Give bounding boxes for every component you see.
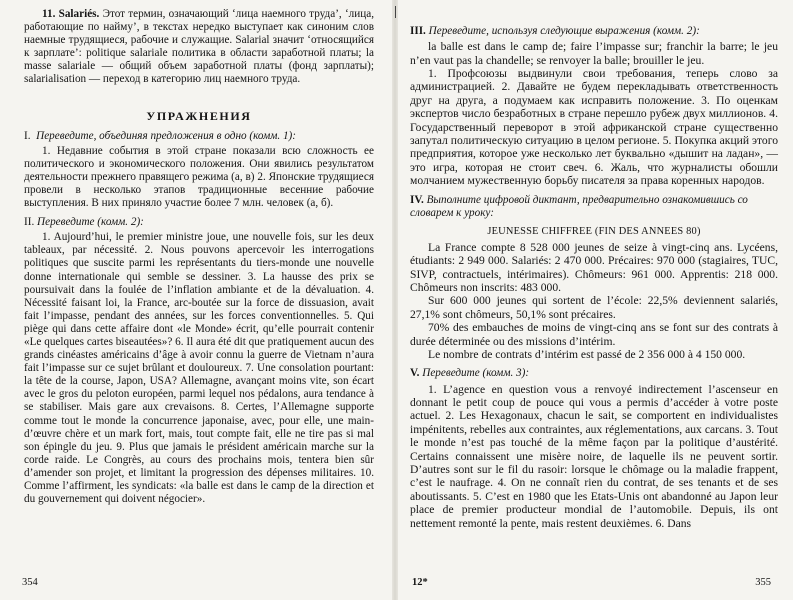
exercise-2-heading xyxy=(24,216,374,229)
dictation-paragraph-1: La France compte 8 528 000 jeunes de seize à vingt-cinq ans. Lycéens, étudiants: 2 949 000. Salariés: 2 470 000. Précaires: 970 000 (stagiaires, TUC, SIVP, contractuels, intérimaires). Chômeurs: 961 000. Apprentis: 218 000. Chômeurs non inscrits: 483 000. xyxy=(410,240,778,294)
page-number-right: 355 xyxy=(755,577,771,588)
dictation-paragraph-4: Le nombre de contrats d’intérim est passé de 2 356 000 à 4 150 000. xyxy=(428,348,746,361)
dictation-paragraph-2: Sur 600 000 jeunes qui sortent de l’école: 22,5% deviennent salariés, 27,1% sont chômeurs, 50,1% sont précaires. xyxy=(410,294,778,321)
dictation-title: JEUNESSE CHIFFREE (FIN DES ANNEES 80) xyxy=(487,225,701,237)
exercise-4-title: Выполните цифровой диктант, предварительно ознакомившись со словарем к уроку: xyxy=(410,193,748,219)
exercise-2-title: Переведите (комм. 2): xyxy=(37,216,144,229)
exercise-3-number: III. xyxy=(410,25,426,37)
exercise-3-title: Переведите, используя следующие выражения (комм. 2): xyxy=(428,25,700,37)
exercise-5-heading xyxy=(410,367,778,380)
left-page xyxy=(0,0,392,600)
exercises-title: УПРАЖНЕНИЯ xyxy=(146,108,252,123)
exercise-3-expressions: la balle est dans le camp de; faire l’impasse sur; franchir la barre; le jeu n’en vaut pas la chandelle; se renvoyer la balle; brouiller le jeu. xyxy=(410,40,778,67)
exercise-1-heading xyxy=(24,130,374,143)
signature-mark: 12* xyxy=(412,577,428,588)
comment-11-text: Этот термин, означающий ‘лица наемного труда’, ‘лица, работающие по найму’, в текстах нередко выступает как синоним слов наемные трудящиеся, рабочие и служащие. Salarial значит ‘относящийся к зарплате’: politique salariale политика в области заработной платы; la masse salariale — общий объем заработной платы (фонд зарплаты); salarialisation — переход в категорию лиц наемного труда. xyxy=(24,8,375,86)
comment-11 xyxy=(24,8,374,87)
exercise-1-text: 1. Недавние события в этой стране показали всю сложность ее политического и экономического положения. Они явились результатом деятельности прежнего правящего режима (а, в) 2. Японские трудящиеся провели в несколько этапов традиционные весенние рабочие выступления. В них приняло участие более 7 млн. человек (а, б). xyxy=(24,144,374,210)
comment-11-number: 11. Salariés. xyxy=(42,8,100,20)
exercise-5-title: Переведите (комм. 3): xyxy=(422,367,530,380)
dictation-paragraph-3: 70% des embauches de moins de vingt-cinq ans se font sur des contrats à durée déterminée ou des missions d’intérim. xyxy=(410,321,778,348)
left-column xyxy=(24,8,374,506)
exercise-1-number: I. xyxy=(24,129,31,142)
exercise-2-number: II. xyxy=(24,216,35,229)
exercise-2-text: 1. Aujourd’hui, le premier ministre joue, une nouvelle fois, sur les deux tableaux, par nécessité. 2. Nous pouvons apercevoir les interrogations politiques que suscite parmi les représentants du tiers-monde une nouvelle donne internationale qui semble se dessiner. 3. La hausse des prix se poursuivait dans la foulée de l’inflation ambiante et de la dévaluation. 4. Nécessité faisant loi, la France, arc-boutée sur la force de dissuasion, avait fait l’impasse, pendant des années, sur les forces conventionnelles. 5. Qui piège qui dans cette affaire dont «le Monde» écrit, qu’elle pourrait contenir «Le quelques cartes biseautées»? 6. Il aura été dit que pratiquement aucun des grands cinéastes américains d’âge à avoir connu la guerre de Vietnam n’aura fait l’impasse sur ce sujet brûlant et douloureux. 7. Une consolation pourtant: la tête de la course, Japon, USA? Allemagne, avançant moins vite, son écart avec le gros du peloton européen, parmi lequel nos pédalons, aura tendance à se stabiliser. Mais gare aux crevaisons. 8. Certes, l’Allemagne supporte comme tout le monde la concurrence japonaise, avec, pour elle, une main-d’œuvre chère et un mark fort, mais, tout compte fait, elle ne tire pas si mal son épingle du jeu. 9. Plus que jamais le président américain marche sur la corde raide. Le Congrès, au cours des prochains mois, tentera bien sûr d’amender son projet, et limitant la progression des dépenses militaires. 10. Comme l’affirment, les syndicats: «la balle est dans le camp de la direction et du gouvernement qui doivent négocier». xyxy=(24,231,374,506)
exercise-3-heading xyxy=(410,25,778,38)
right-page xyxy=(398,0,793,600)
page-number-left: 354 xyxy=(22,577,38,588)
right-column xyxy=(410,22,778,530)
exercise-3-text: 1. Профсоюзы выдвинули свои требования, теперь слово за администрацией. 2. Давайте не будем перекладывать ответственность друг на друга, а подумаем как исправить положение. 3. По оценкам экспертов число безработных в стране перешло рубеж двух миллионов. 4. Государственный переворот в этой африканской стране существенно запутал политическую ситуацию в целом регионе. 5. Покупка акций этого предприятия, которое уже несколько лет буквально «дышит на ладан», — это игра, которая не стоит свеч. 6. Жаль, что журналисты обошли молчанием мужественную борьбу писателя за права коренных народов. xyxy=(410,66,778,188)
exercise-4-heading xyxy=(410,194,778,220)
exercise-4-number: IV. xyxy=(410,193,424,206)
exercise-5-number: V. xyxy=(410,367,420,380)
exercise-5-text: 1. L’agence en question vous a renvoyé indirectement l’ascenseur en donnant le petit coup de pouce qui vous a permis d’accéder à votre poste actuel. 2. Les Hexagonaux, chacun le sait, se comportent en individualistes impénitents, rebelles aux contraintes, aux réglementations, aux carcans. 3. Tout le monde n’est pas touché de la même façon par la politique d’austérité. Certains connaissent une misère noire, de laquelle ils ne peuvent sortir. D’autres sont sur le fil du rasoir: lorsque le chômage ou la maladie frappent, c’est le naufrage. 4. On ne connaît rien du contrat, de ses tenants et de ses aboutissants. 5. C’est en 1980 que les Etats-Unis ont abandonné au Japon leur place de premier producteur mondial de l’automobile. Depuis, ils ont nettement remonté la pente, mais restent deuxièmes. 6. Dans xyxy=(410,382,778,530)
exercise-1-title: Переведите, объединяя предложения в одно (комм. 1): xyxy=(36,129,296,142)
gutter-mark xyxy=(395,6,396,18)
